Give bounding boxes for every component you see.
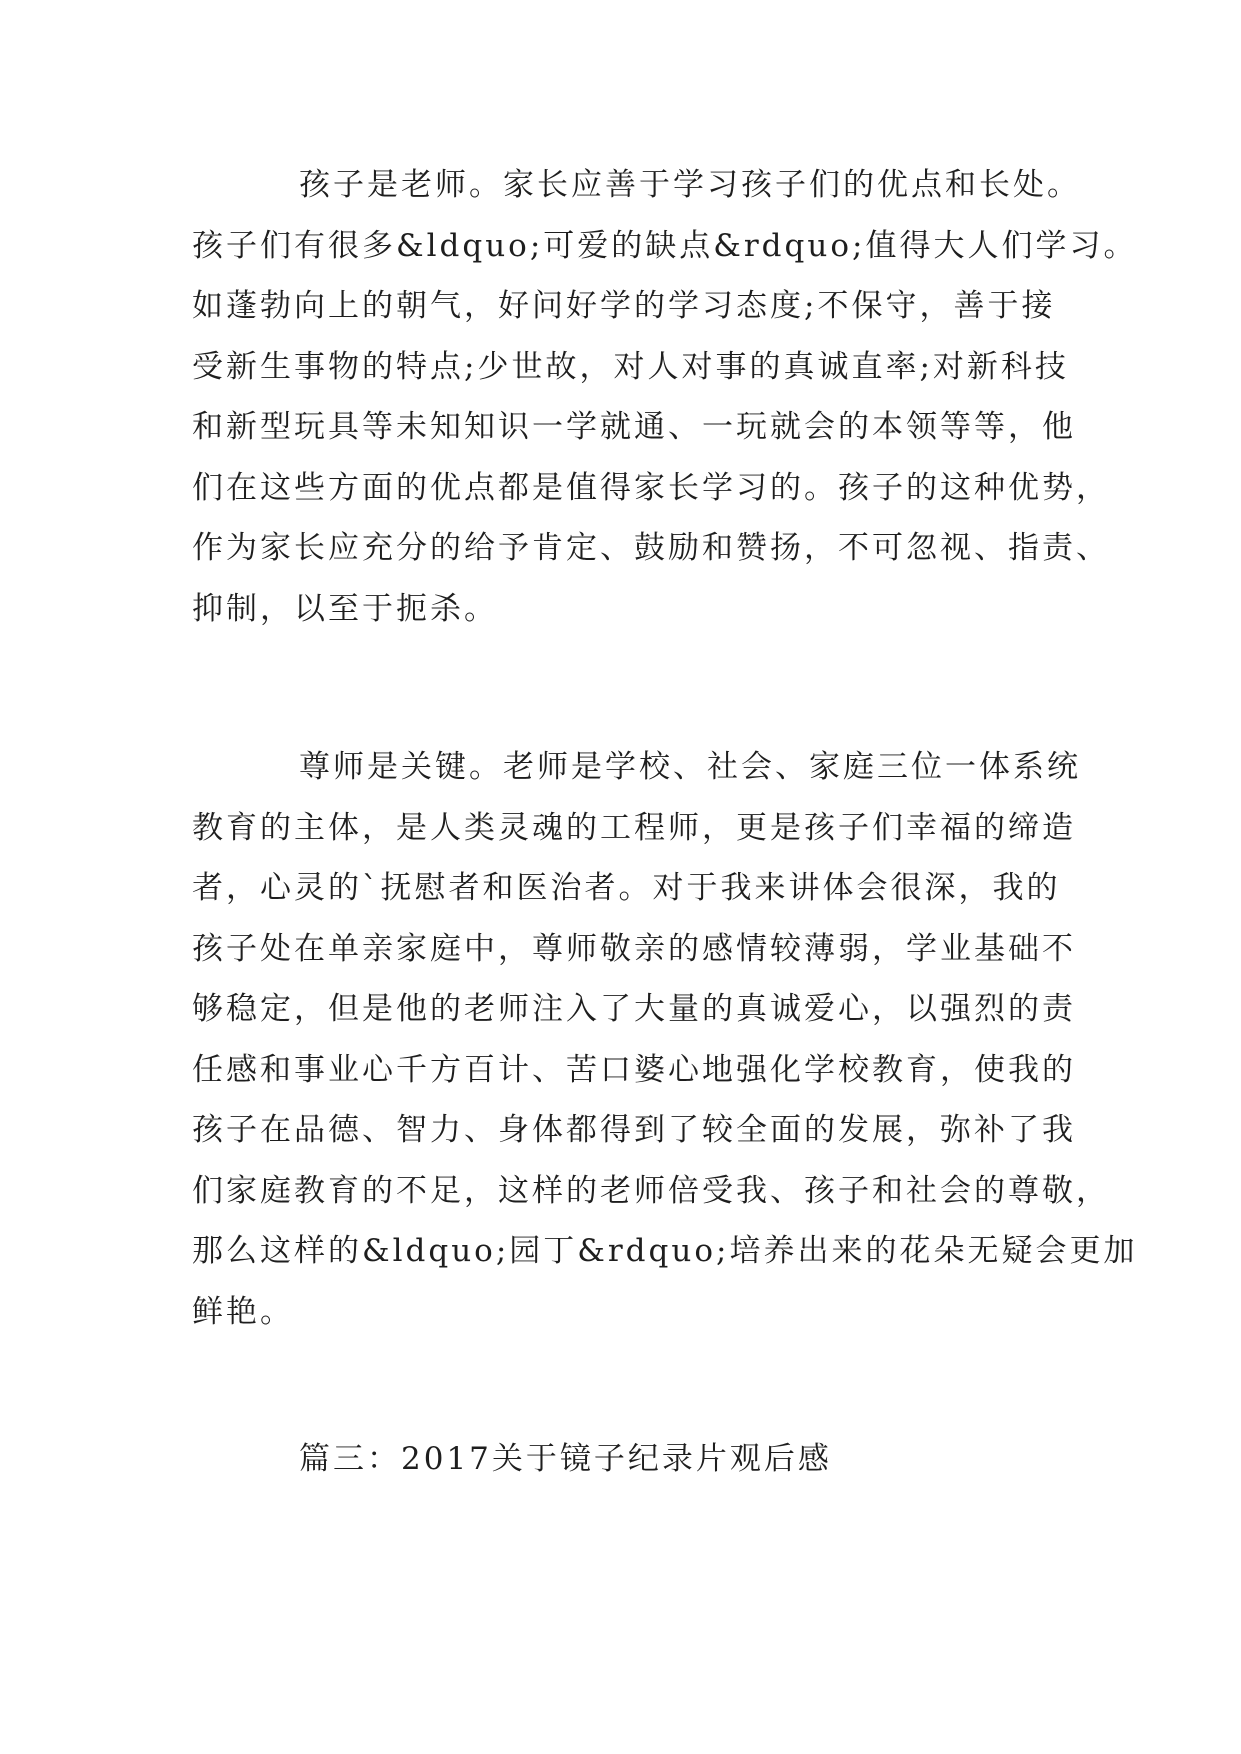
section-heading: 篇三：2017关于镜子纪录片观后感: [299, 1441, 832, 1477]
paragraph-respect-teachers: [192, 737, 1138, 1342]
text-line: 如蓬勃向上的朝气，好问好学的学习态度;不保守，善于接: [192, 288, 1056, 324]
text-line: 教育的主体，是人类灵魂的工程师，更是孩子们幸福的缔造: [192, 809, 1076, 846]
text-line: 和新型玩具等未知知识一学就通、一玩就会的本领等等，他: [192, 409, 1076, 445]
text-line: 那么这样的&ldquo;园丁&rdquo;培养出来的花朵无疑会更加: [192, 1233, 1138, 1269]
text-line: 鲜艳。: [192, 1293, 294, 1330]
text-line: 孩子是老师。家长应善于学习孩子们的优点和长处。: [299, 167, 1081, 203]
text-line: 孩子们有很多&ldquo;可爱的缺点&rdquo;值得大人们学习。: [192, 227, 1138, 264]
text-line: 受新生事物的特点;少世故，对人对事的真诚直率;对新科技: [192, 348, 1069, 385]
text-line: 任感和事业心千方百计、苦口婆心地强化学校教育，使我的: [192, 1051, 1076, 1088]
text-line: 抑制，以至于扼杀。: [192, 590, 498, 627]
text-line: 们家庭教育的不足，这样的老师倍受我、孩子和社会的尊敬，: [192, 1172, 1110, 1209]
text-line: 孩子处在单亲家庭中，尊师敬亲的感情较薄弱，学业基础不: [192, 930, 1076, 967]
text-line: 尊师是关键。老师是学校、社会、家庭三位一体系统: [299, 749, 1081, 785]
text-line: 者，心灵的`抚慰者和医治者。对于我来讲体会很深，我的: [192, 870, 1061, 906]
text-line: 们在这些方面的优点都是值得家长学习的。孩子的这种优势，: [192, 469, 1110, 506]
text-line: 够稳定，但是他的老师注入了大量的真诚爱心，以强烈的责: [192, 991, 1076, 1027]
text-line: 作为家长应充分的给予肯定、鼓励和赞扬，不可忽视、指责、: [192, 530, 1110, 566]
paragraph-children-as-teachers: [192, 155, 1138, 639]
text-line: 孩子在品德、智力、身体都得到了较全面的发展，弥补了我: [192, 1112, 1076, 1148]
